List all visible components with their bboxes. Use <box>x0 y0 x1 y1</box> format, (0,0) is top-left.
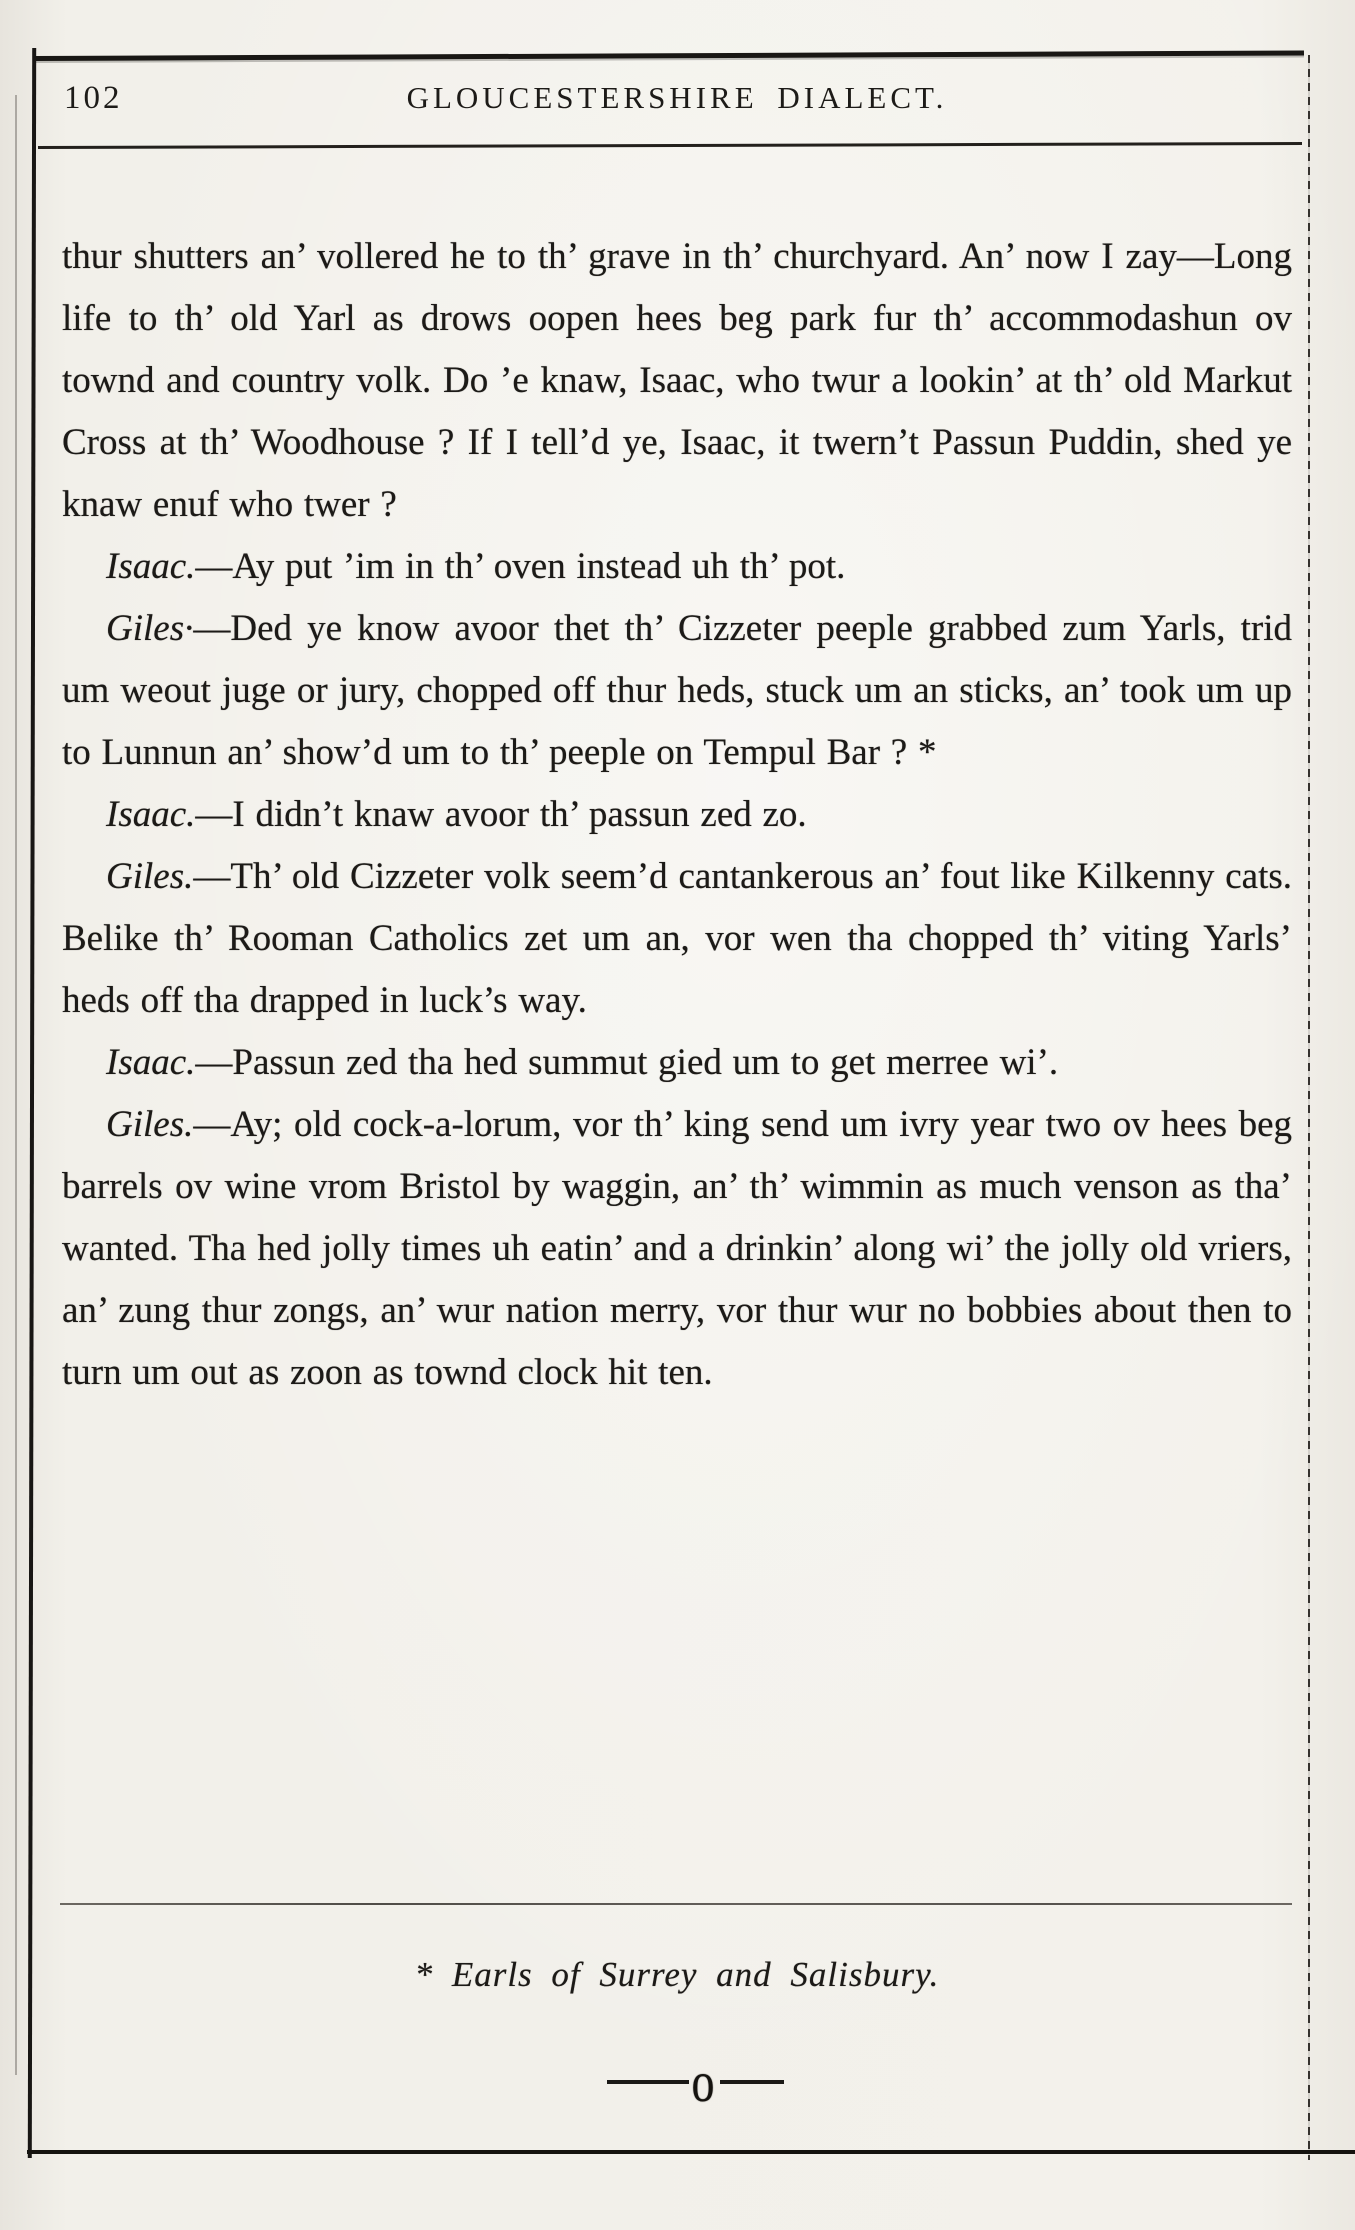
paragraph-text: —Ded ye know avoor thet th’ Cizzeter peeple grabbed zum Yarls, trid um weout juge or jury, chopped off thur heds, stuck um an sticks, an’ took um up to Lunnun an’ show’d um to th’ peeple on Tempul Bar ? * <box>62 608 1292 773</box>
footnote-text: * Earls of Surrey and Salisbury. <box>414 1955 940 1994</box>
end-ornament <box>80 2049 1310 2114</box>
paragraph <box>62 1032 1292 1094</box>
page-border-left <box>28 48 36 2158</box>
paragraph <box>62 598 1292 784</box>
paragraph-text: thur shutters an’ vollered he to th’ grave in th’ churchyard. An’ now I zay—Long life to th’ old Yarl as drows oopen hees beg park fur th’ accommodashun ov townd and country volk. Do ’e knaw, Isaac, who twur a lookin’ at th’ old Markut Cross at th’ Woodhouse ? If I tell’d ye, Isaac, it twern’t Passun Puddin, shed ye knaw enuf who twer ? <box>62 236 1292 525</box>
ornament-dash-right-icon <box>720 2080 784 2084</box>
paragraph-text: —Th’ old Cizzeter volk seem’d cantankerous an’ fout like Kilkenny cats. Belike th’ Rooman Catholics zet um an, vor wen tha chopped th’ viting Yarls’ heds off tha drapped in luck’s way. <box>62 856 1292 1021</box>
speaker-name: Isaac. <box>106 546 196 587</box>
paragraph-text: —I didn’t knaw avoor th’ passun zed zo. <box>195 794 807 835</box>
scan-edge-line <box>15 95 17 2075</box>
paragraph-text: —Ay put ’im in th’ oven instead uh th’ pot. <box>195 546 846 587</box>
paragraph <box>62 1094 1292 1404</box>
page-rule-bottom <box>27 2150 1355 2154</box>
paragraph <box>62 536 1292 598</box>
page-header <box>62 58 1292 146</box>
running-title: GLOUCESTERSHIRE DIALECT. <box>406 80 948 115</box>
page-number: 102 <box>64 80 123 116</box>
paragraph <box>62 784 1292 846</box>
ornament-dash-left-icon <box>607 2080 689 2084</box>
speaker-name: Giles. <box>106 1104 194 1145</box>
footnote-rule <box>60 1903 1292 1905</box>
ornament-o-icon: o <box>691 2049 715 2114</box>
body-text <box>62 226 1292 1404</box>
paragraph <box>62 846 1292 1032</box>
paragraph-text: —Ay; old cock-a-lorum, vor th’ king send um ivry year two ov hees beg barrels ov wine vrom Bristol by waggin, an’ th’ wimmin as much venson as tha’ wanted. Tha hed jolly times uh eatin’ and a drinkin’ along wi’ the jolly old vriers, an’ zung thur zongs, an’ wur nation merry, vor thur wur no bobbies about then to turn um out as zoon as townd clock hit ten. <box>62 1104 1292 1393</box>
paragraph <box>62 226 1292 536</box>
speaker-name: Isaac. <box>106 794 196 835</box>
speaker-name: Isaac. <box>106 1042 196 1083</box>
paragraph-text: —Passun zed tha hed summut gied um to get merree wi’. <box>195 1042 1059 1083</box>
speaker-name: Giles. <box>106 856 194 897</box>
speaker-name: Giles· <box>106 608 194 649</box>
page-border-right <box>1308 55 1310 2160</box>
